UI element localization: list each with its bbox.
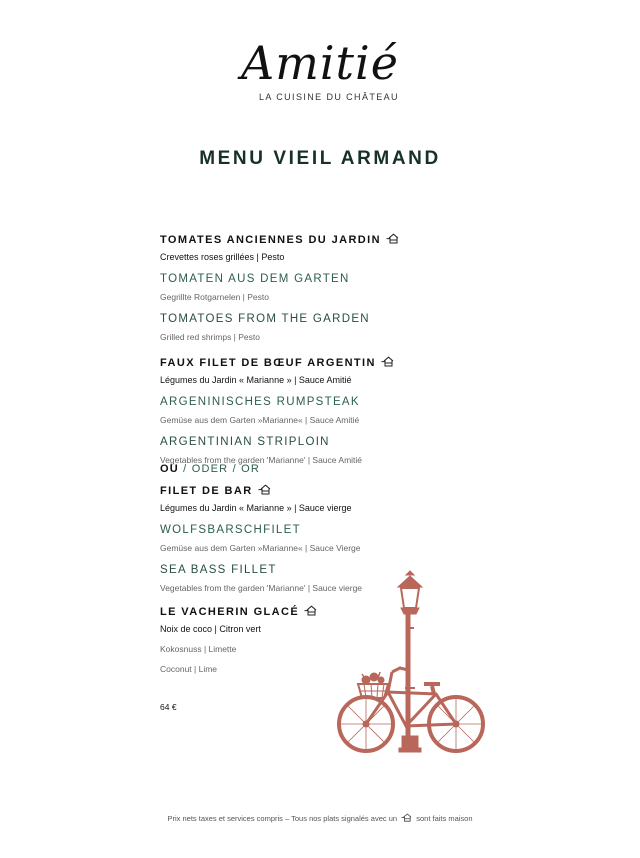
course-desc-de: Gegrillte Rotgarnelen | Pesto	[160, 292, 269, 302]
dessert-title-fr: LE VACHERIN GLACÉ	[160, 602, 500, 622]
menu-title: MENU VIEIL ARMAND	[199, 148, 441, 169]
alternative-en: OR	[241, 463, 260, 475]
course-desc-de: Gemüse aus dem Garten »Marianne« | Sauce Vierge	[160, 543, 361, 553]
bicycle-lamppost-illustration	[336, 568, 488, 761]
alternative-separator: OU / ODER / OR	[160, 463, 260, 475]
course-title-fr: TOMATES ANCIENNES DU JARDIN	[160, 230, 500, 250]
alternative-fr: OU	[160, 463, 179, 475]
course-title-de: ARGENINISCHES RUMPSTEAK	[160, 396, 360, 408]
course-title-en: TOMATOES FROM THE GARDEN	[160, 313, 370, 325]
dessert-desc-en: Coconut | Lime	[160, 664, 218, 674]
course-striploin	[160, 353, 500, 467]
footer-note: Prix nets taxes et services compris – Tous nos plats signalés avec un sont faits maison	[167, 814, 473, 823]
course-title-en: SEA BASS FILLET	[160, 564, 277, 576]
house-pan-icon	[258, 484, 271, 495]
brand-tagline: LA CUISINE DU CHÂTEAU	[259, 92, 399, 102]
dessert-desc-fr: Noix de coco | Citron vert	[160, 624, 261, 634]
course-desc-fr: Crevettes roses grillées | Pesto	[160, 252, 285, 262]
house-pan-icon	[381, 356, 394, 367]
alternative-de: ODER	[191, 463, 229, 475]
course-desc-en: Vegetables from the garden 'Marianne' | Sauce vierge	[160, 583, 363, 593]
course-title-en: ARGENTINIAN STRIPLOIN	[160, 436, 330, 448]
course-desc-en: Grilled red shrimps | Pesto	[160, 332, 260, 342]
house-pan-icon	[304, 605, 317, 616]
brand-logo	[0, 36, 640, 102]
course-title-fr: FAUX FILET DE BŒUF ARGENTIN	[160, 353, 500, 373]
course-tomatoes	[160, 230, 500, 344]
house-pan-icon	[401, 813, 412, 822]
course-desc-fr: Légumes du Jardin « Marianne » | Sauce Amitié	[160, 375, 352, 385]
course-desc-en: Vegetables from the garden 'Marianne' | Sauce Amitié	[160, 455, 363, 465]
course-desc-de: Gemüse aus dem Garten »Marianne« | Sauce Amitié	[160, 415, 360, 425]
house-pan-icon	[386, 233, 399, 244]
course-title-de: TOMATEN AUS DEM GARTEN	[160, 273, 350, 285]
dessert-desc-de: Kokosnuss | Limette	[160, 644, 237, 654]
brand-name: Amitié	[241, 36, 399, 90]
course-desc-fr: Légumes du Jardin « Marianne » | Sauce vierge	[160, 503, 352, 513]
course-title-fr: FILET DE BAR	[160, 481, 500, 501]
menu-price: 64 €	[160, 702, 177, 712]
course-title-de: WOLFSBARSCHFILET	[160, 524, 301, 536]
